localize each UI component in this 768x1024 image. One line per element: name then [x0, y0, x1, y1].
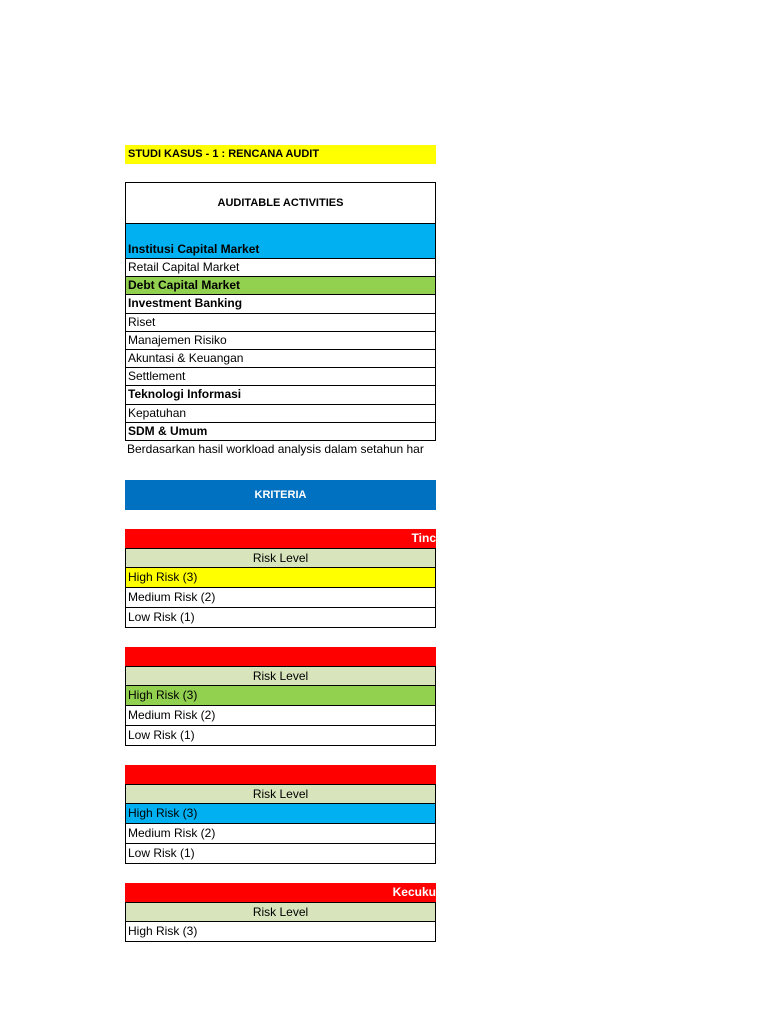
sheet-title: STUDI KASUS - 1 : RENCANA AUDIT	[125, 145, 436, 164]
criteria-block-1	[125, 529, 436, 628]
activity-row: Akuntasi & Keuangan	[125, 350, 436, 368]
risk-row-medium: Medium Risk (2)	[125, 706, 436, 726]
risk-level-header: Risk Level	[125, 666, 436, 686]
workload-note: Berdasarkan hasil workload analysis dalam setahun har	[127, 442, 424, 456]
risk-row-high: High Risk (3)	[125, 922, 436, 942]
criteria-header	[125, 765, 436, 784]
risk-row-high: High Risk (3)	[125, 804, 436, 824]
risk-row-low: Low Risk (1)	[125, 844, 436, 864]
kriteria-header: KRITERIA	[125, 480, 436, 510]
activities-list	[125, 224, 436, 441]
activity-row: Institusi Capital Market	[125, 224, 436, 259]
activity-row: Manajemen Risiko	[125, 332, 436, 350]
activity-row: SDM & Umum	[125, 423, 436, 441]
activity-row: Kepatuhan	[125, 405, 436, 423]
activity-row: Investment Banking	[125, 295, 436, 313]
criteria-header: Tinc	[125, 529, 436, 548]
risk-row-low: Low Risk (1)	[125, 726, 436, 746]
criteria-block-3	[125, 765, 436, 864]
criteria-header	[125, 647, 436, 666]
activity-row: Debt Capital Market	[125, 277, 436, 295]
risk-level-header: Risk Level	[125, 902, 436, 922]
risk-row-medium: Medium Risk (2)	[125, 588, 436, 608]
risk-row-medium: Medium Risk (2)	[125, 824, 436, 844]
risk-row-high: High Risk (3)	[125, 568, 436, 588]
criteria-block-2	[125, 647, 436, 746]
activity-row: Retail Capital Market	[125, 259, 436, 277]
criteria-header: Kecuku	[125, 883, 436, 902]
risk-row-low: Low Risk (1)	[125, 608, 436, 628]
activity-row: Teknologi Informasi	[125, 386, 436, 404]
activity-row: Riset	[125, 314, 436, 332]
risk-row-high: High Risk (3)	[125, 686, 436, 706]
risk-level-header: Risk Level	[125, 548, 436, 568]
criteria-block-4	[125, 883, 436, 942]
auditable-activities-header: AUDITABLE ACTIVITIES	[125, 182, 436, 224]
activity-row: Settlement	[125, 368, 436, 386]
risk-level-header: Risk Level	[125, 784, 436, 804]
